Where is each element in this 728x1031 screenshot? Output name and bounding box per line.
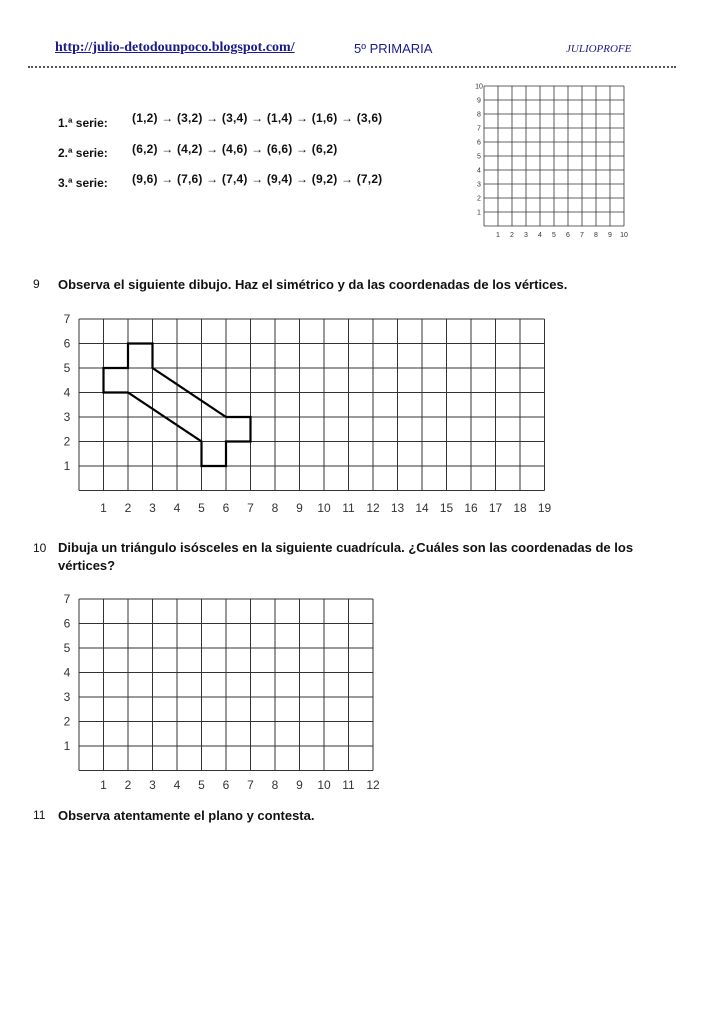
grid9-x-tick-label: 16	[464, 501, 478, 515]
grid9-x-tick-label: 8	[271, 501, 279, 515]
serie-1-sequence: (1,2) → (3,2) → (3,4) → (1,4) → (1,6) → (3,6)	[132, 111, 383, 125]
grid10-x-tick-label: 7	[247, 778, 254, 792]
question-9-text: Observa el siguiente dibujo. Haz el simétrico y da las coordenadas de los vértices.	[58, 277, 568, 292]
small-y-tick-label: 9	[477, 97, 481, 105]
question-10-number: 10	[33, 541, 47, 555]
author-name: JULIOPROFE	[566, 43, 632, 55]
grid10-y-tick-label: 3	[63, 690, 71, 705]
grid9-x-tick-label: 1	[100, 501, 107, 515]
grid9-x-tick-label: 6	[222, 501, 230, 515]
small-x-tick-label: 3	[524, 232, 528, 239]
small-y-tick-label: 1	[477, 209, 481, 217]
grid9-y-tick-label: 4	[63, 385, 71, 400]
serie-3-sequence: (9,6) → (7,6) → (7,4) → (9,4) → (9,2) → (7,2)	[132, 172, 383, 186]
grid9-x-tick-label: 7	[247, 501, 254, 515]
grid9-x-tick-label: 19	[537, 501, 552, 515]
small-x-tick-label: 1	[496, 232, 500, 239]
grid10-x-tick-label: 5	[198, 778, 205, 792]
grid10-y-tick-label: 4	[63, 665, 71, 680]
grid9-x-tick-label: 15	[439, 501, 454, 515]
grid9-y-tick-label: 3	[63, 410, 71, 425]
small-y-tick-label: 6	[477, 139, 481, 147]
small-x-tick-label: 6	[566, 232, 570, 239]
serie-2-sequence: (6,2) → (4,2) → (4,6) → (6,6) → (6,2)	[132, 142, 338, 156]
serie-3-label: 3.ª serie:	[58, 176, 108, 190]
grid9-y-tick-label: 5	[63, 361, 71, 376]
small-x-tick-label: 10	[620, 232, 628, 239]
grid10-y-tick-label: 7	[63, 592, 71, 607]
small-x-tick-label: 7	[580, 232, 584, 239]
small-y-tick-label: 4	[477, 167, 481, 175]
serie-1-label: 1.ª serie:	[58, 116, 108, 130]
grid10-y-tick-label: 6	[63, 616, 71, 631]
grid10-x-tick-label: 2	[124, 778, 132, 792]
grid9-x-tick-label: 5	[198, 501, 205, 515]
small-coordinate-grid	[470, 80, 640, 240]
small-y-tick-label: 10	[475, 83, 483, 91]
grid10-x-tick-label: 3	[149, 778, 156, 792]
grid9-x-tick-label: 13	[390, 501, 405, 515]
question-10-grid	[55, 585, 395, 795]
grid9-x-tick-label: 18	[513, 501, 527, 515]
small-x-tick-label: 9	[608, 232, 612, 239]
grid9-x-tick-label: 10	[317, 501, 331, 515]
header-divider	[28, 66, 676, 68]
serie-2-label: 2.ª serie:	[58, 146, 108, 160]
small-y-tick-label: 5	[477, 153, 481, 161]
grid10-x-tick-label: 10	[317, 778, 331, 792]
grid9-x-tick-label: 11	[342, 501, 355, 515]
grid9-y-tick-label: 1	[63, 459, 71, 474]
small-y-tick-label: 3	[477, 181, 481, 189]
grid9-x-tick-label: 9	[296, 501, 303, 515]
question-10-text-line-1: Dibuja un triángulo isósceles en la siguiente cuadrícula. ¿Cuáles son las coordenadas de los	[58, 540, 634, 555]
small-y-tick-label: 7	[477, 125, 481, 133]
small-x-tick-label: 5	[552, 232, 556, 239]
grid9-y-tick-label: 7	[63, 312, 71, 327]
small-x-tick-label: 2	[510, 232, 514, 239]
grid10-x-tick-label: 1	[100, 778, 107, 792]
grid9-y-tick-label: 2	[63, 434, 71, 449]
question-11-number: 11	[33, 808, 46, 822]
small-y-tick-label: 2	[477, 195, 481, 203]
small-x-tick-label: 4	[538, 232, 542, 239]
grid10-y-tick-label: 5	[63, 641, 71, 656]
question-9-number: 9	[33, 277, 40, 291]
grid9-y-tick-label: 6	[63, 336, 71, 351]
grid10-x-tick-label: 4	[173, 778, 181, 792]
question-9-grid	[55, 305, 560, 520]
grid10-x-tick-label: 8	[271, 778, 279, 792]
grid10-y-tick-label: 2	[63, 714, 71, 729]
grid10-x-tick-label: 12	[366, 778, 380, 792]
grid9-x-tick-label: 2	[124, 501, 132, 515]
grid10-x-tick-label: 11	[342, 778, 355, 792]
small-y-tick-label: 8	[477, 111, 481, 119]
grid9-x-tick-label: 4	[173, 501, 181, 515]
small-x-tick-label: 8	[594, 232, 598, 239]
grid9-x-tick-label: 14	[415, 501, 429, 515]
grid9-x-tick-label: 3	[149, 501, 156, 515]
question-11-text: Observa atentamente el plano y contesta.	[58, 808, 315, 823]
grade-level: 5º PRIMARIA	[354, 41, 433, 56]
grid10-x-tick-label: 9	[296, 778, 303, 792]
grid10-y-tick-label: 1	[63, 739, 71, 754]
blog-url-link[interactable]: http://julio-detodounpoco.blogspot.com/	[55, 40, 295, 55]
grid10-x-tick-label: 6	[222, 778, 230, 792]
question-10-text-line-2: vértices?	[58, 558, 116, 573]
grid9-x-tick-label: 17	[488, 501, 503, 515]
grid9-x-tick-label: 12	[366, 501, 380, 515]
